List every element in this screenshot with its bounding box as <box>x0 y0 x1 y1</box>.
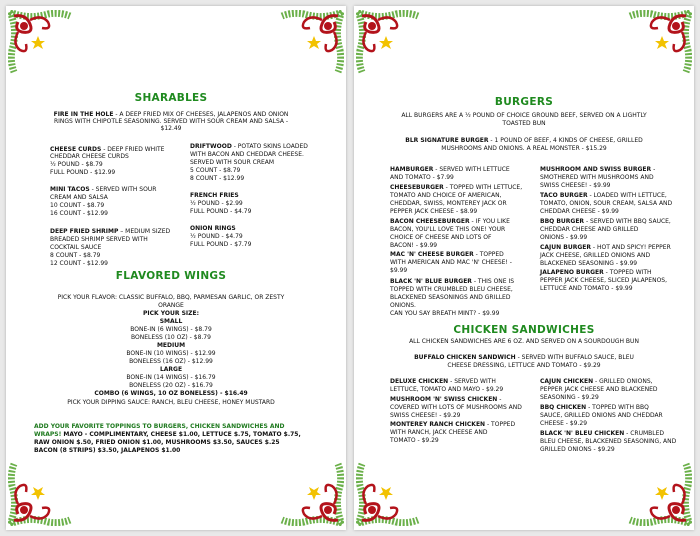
item-desc: CHEDDAR, SWISS, MONTEREY JACK OR <box>390 200 507 207</box>
item-desc: BLACKENED SEASONINGS AND GRILLED <box>390 294 511 301</box>
item-desc: COCKTAIL SAUCE <box>50 244 102 251</box>
item-desc: ONIONS. <box>390 302 416 309</box>
item-price: 8 COUNT - $12.99 <box>190 175 245 182</box>
item-price: 12 COUNT - $12.99 <box>50 260 108 267</box>
burgers-intro: ALL BURGERS ARE A ½ POUND OF CHOICE GROUND BEEF, SERVED ON A LIGHTLY <box>401 112 647 119</box>
item-desc: - SERVED WITH <box>448 378 496 385</box>
chicken-intro: ALL CHICKEN SANDWICHES ARE 6 OZ. AND SERVED ON A SOURDOUGH BUN <box>409 338 639 345</box>
item-onion-rings <box>190 225 236 232</box>
item-desc: CHEESE DRESSING, LETTUCE AND TOMATO - $9.29 <box>447 362 601 369</box>
item-desc: CHEDDAR CHEESE AND GRILLED <box>540 226 639 233</box>
item-price: FULL POUND - $7.79 <box>190 241 252 248</box>
wings-line: BONELESS (20 OZ) - $16.79 <box>129 382 213 389</box>
item-desc: SERVED WITH SOUR CREAM <box>190 159 275 166</box>
item-price: 5 COUNT - $8.79 <box>190 167 241 174</box>
item-price: 16 COUNT - $12.99 <box>50 210 108 217</box>
wings-line: BONE-IN (10 WINGS) - $12.99 <box>126 350 216 357</box>
item-desc: - TOPPED WITH BBQ <box>586 404 649 411</box>
item-desc: TOMATO AND CHOICE OF AMERICAN, <box>390 192 502 199</box>
ornament-icon <box>628 462 692 526</box>
item-french-fries <box>190 192 239 199</box>
item-desc: GRILLED ONIONS - $9.29 <box>540 446 615 453</box>
toppings-line <box>34 431 301 438</box>
item-name: DELUXE CHICKEN <box>390 378 449 385</box>
item-name: MINI TACOS <box>50 186 90 193</box>
item-name: HAMBURGER <box>390 166 434 173</box>
item-desc: - TOPPED <box>485 421 516 428</box>
item-deluxe-chicken <box>390 378 496 385</box>
item-name: BBQ CHICKEN <box>540 404 587 411</box>
item-price: ½ POUND - $4.79 <box>190 233 243 240</box>
menu-page-right <box>354 6 694 530</box>
item-desc: TOMATO, ONION, SOUR CREAM, SALSA AND <box>540 200 673 207</box>
item-desc: - THIS ONE IS <box>471 278 515 285</box>
item-desc: PEPPER JACK CHEESE - $8.99 <box>390 208 478 215</box>
item-desc: WITH BACON AND CHEDDAR CHEESE. <box>190 151 304 158</box>
item-desc: TOPPED WITH CRUMBLED BLEU CHEESE, <box>390 286 513 293</box>
item-price: FULL POUND - $4.79 <box>190 208 252 215</box>
item-name: JALAPENO BURGER <box>540 269 604 276</box>
ornament-icon <box>8 462 72 526</box>
item-name: MAC 'N' CHEESE BURGER <box>390 251 474 258</box>
menu-page-left <box>6 6 346 530</box>
item-name: FIRE IN THE HOLE <box>53 111 114 118</box>
wings-line: SMALL <box>159 318 183 325</box>
wings-line: BONE-IN (6 WINGS) - $8.79 <box>130 326 212 333</box>
item-desc: - HOT AND SPICY! PEPPER <box>590 244 671 251</box>
item-desc: BACON, YOU'LL LOVE THIS ONE! YOUR <box>390 226 506 233</box>
item-black-n-bleu-chicken <box>540 430 664 437</box>
item-desc: - GRILLED ONIONS, <box>593 378 653 385</box>
item-desc: - CRUMBLED <box>624 430 665 437</box>
item-name: BBQ BURGER <box>540 218 585 225</box>
item-bacon-cheeseburger <box>390 218 510 225</box>
item-name: BLACK 'N' BLUE BURGER <box>390 278 472 285</box>
item-desc: - TOPPED WITH <box>603 269 652 276</box>
item-desc: PEPPER JACK CHEESE, SLICED JALAPENOS, <box>540 277 668 284</box>
ornament-icon <box>8 10 72 74</box>
item-name: FRENCH FRIES <box>190 192 239 199</box>
item-cajun-burger <box>540 244 671 251</box>
section-title-burgers: BURGERS <box>494 96 554 108</box>
ornament-icon <box>280 10 344 74</box>
item-name: TACO BURGER <box>540 192 588 199</box>
dipping-sauce-line: PICK YOUR DIPPING SAUCE: RANCH, BLEU CHEESE, HONEY MUSTARD <box>67 399 275 406</box>
section-title-sharables: SHARABLES <box>134 92 208 104</box>
item-desc: - 1 POUND OF BEEF, 4 KINDS OF CHEESE, GRILLED <box>488 137 643 144</box>
wings-line: PICK YOUR FLAVOR: CLASSIC BUFFALO, BBQ, PARMESAN GARLIC, OR ZESTY <box>57 294 285 301</box>
item-desc: SWISS CHEESE! - $9.99 <box>540 182 611 189</box>
item-jalapeno-burger <box>540 269 652 276</box>
wings-line: ORANGE <box>158 302 184 309</box>
item-mac-n-cheese-burger <box>390 251 504 258</box>
item-desc: - DEEP FRIED WHITE <box>101 146 165 153</box>
item-price: $12.49 <box>160 125 182 132</box>
item-desc: BACON! - $9.99 <box>390 242 438 249</box>
item-desc: MUSHROOMS AND ONIONS. A REAL MONSTER - $15.29 <box>441 145 607 152</box>
item-name: CHEESEBURGER <box>390 184 444 191</box>
item-desc: CHEESE - $9.29 <box>540 420 588 427</box>
item-price: ½ POUND - $2.99 <box>190 200 243 207</box>
item-desc: $9.99 <box>390 267 408 274</box>
item-desc: RINGS WITH CHIPOTLE SEASONING. SERVED WITH SOUR CREAM AND SALSA - <box>53 118 289 125</box>
item-desc: CHEDDAR CHEESE - $9.99 <box>540 208 619 215</box>
item-name: CHEESE CURDS <box>50 146 102 153</box>
item-desc: PEPPER JACK CHEESE AND BLACKENED <box>540 386 658 393</box>
item-desc: - POTATO SKINS LOADED <box>231 143 308 150</box>
item-desc: - <box>651 166 656 173</box>
item-bbq-burger <box>540 218 671 225</box>
item-desc: SMOTHERED WITH MUSHROOMS AND <box>540 174 654 181</box>
item-desc: SWISS CHEESE! - $9.29 <box>390 412 461 419</box>
item-deep-fried-shrimp <box>50 228 170 235</box>
item-desc: - SERVED WITH LETTUCE <box>433 166 510 173</box>
item-name: DEEP FRIED SHRIMP <box>50 228 119 235</box>
ornament-icon <box>628 10 692 74</box>
item-desc: JACK CHEESE, GRILLED ONIONS AND <box>540 252 651 259</box>
item-desc: WITH RANCH, JACK CHEESE AND <box>390 429 488 436</box>
item-taco-burger <box>540 192 667 199</box>
toppings-heading: WRAPS! <box>34 431 62 438</box>
item-desc: BREADED SHRIMP SERVED WITH <box>50 236 148 243</box>
item-desc: CHOICE OF CHEESE AND LOTS OF <box>390 234 492 241</box>
item-desc: BLACKENED SEASONING - $9.99 <box>540 260 638 267</box>
toppings-line: RAW ONION $.50, FRIED ONION $1.00, MUSHROOMS $3.50, SAUCES $.25 <box>34 439 280 446</box>
item-desc: - A DEEP FRIED MIX OF CHEESES, JALAPENOS AND ONION <box>113 111 289 118</box>
item-name: BLACK 'N' BLEU CHICKEN <box>540 430 625 437</box>
item-name: MONTEREY RANCH CHICKEN <box>390 421 486 428</box>
item-desc: - TOPPED <box>473 251 504 258</box>
item-name: BACON CHEESEBURGER <box>390 218 470 225</box>
item-name: CAJUN CHICKEN <box>540 378 594 385</box>
ornament-icon <box>356 10 420 74</box>
item-desc: - SERVED WITH SOUR <box>89 186 157 193</box>
item-desc: – MEDIUM SIZED <box>118 228 171 235</box>
item-desc: - TOPPED WITH LETTUCE, <box>443 184 523 191</box>
wings-line: MEDIUM <box>156 342 186 349</box>
item-desc: - SERVED WITH BUFFALO SAUCE, BLEU <box>515 354 634 361</box>
ornament-icon <box>356 462 420 526</box>
wings-line: PICK YOUR SIZE: <box>143 310 199 317</box>
wings-line: BONE-IN (14 WINGS) - $16.79 <box>126 374 216 381</box>
item-monterey-ranch-chicken <box>390 421 515 428</box>
item-buffalo-chicken-sandwich <box>354 354 694 361</box>
item-desc: - <box>497 396 502 403</box>
toppings-line: BACON (8 STRIPS) $3.50, JALAPENOS $1.00 <box>34 447 181 454</box>
item-cheeseburger <box>390 184 522 191</box>
item-desc: - IF YOU LIKE <box>469 218 510 225</box>
item-desc: WITH AMERICAN AND MAC 'N' CHEESE! - <box>390 259 512 266</box>
toppings-heading: ADD YOUR FAVORITE TOPPINGS TO BURGERS, CHICKEN SANDWICHES AND <box>34 423 285 430</box>
item-desc: TOMATO - $9.29 <box>390 437 439 444</box>
item-price: ½ POUND - $8.79 <box>50 161 103 168</box>
ornament-icon <box>280 462 344 526</box>
wings-line: LARGE <box>159 366 183 373</box>
item-desc: - SERVED WITH BBQ SAUCE, <box>584 218 671 225</box>
item-desc: LETTUCE AND TOMATO - $9.99 <box>540 285 633 292</box>
item-price: 8 COUNT - $8.79 <box>50 252 101 259</box>
item-desc: SEASONING - $9.29 <box>540 394 599 401</box>
item-name: DRIFTWOOD <box>190 143 232 150</box>
item-price: 10 COUNT - $8.79 <box>50 202 105 209</box>
section-title-wings: FLAVORED WINGS <box>115 270 227 282</box>
item-desc: SAUCE, GRILLED ONIONS AND CHEDDAR <box>540 412 663 419</box>
item-name: BUFFALO CHICKEN SANDWICH <box>414 354 516 361</box>
wings-line: COMBO (6 WINGS, 10 OZ BONELESS) - $16.49 <box>94 390 248 397</box>
item-desc: LETTUCE, TOMATO AND MAYO - $9.29 <box>390 386 504 393</box>
item-driftwood <box>190 143 308 150</box>
wings-line: BONELESS (10 OZ) - $8.79 <box>131 334 211 341</box>
item-name: MUSHROOM 'N' SWISS CHICKEN <box>390 396 498 403</box>
item-hamburger <box>390 166 510 173</box>
section-title-chicken: CHICKEN SANDWICHES <box>453 324 595 336</box>
item-blr-signature-burger <box>354 137 694 144</box>
item-desc: CHEDDAR CHEESE CURDS <box>50 153 129 160</box>
item-name: ONION RINGS <box>190 225 236 232</box>
wings-line: BONELESS (16 OZ) - $12.99 <box>129 358 213 365</box>
item-mushroom-swiss-chicken <box>390 396 501 403</box>
item-price: FULL POUND - $12.99 <box>50 169 116 176</box>
item-desc: - LOADED WITH LETTUCE, <box>587 192 667 199</box>
item-mini-tacos <box>50 186 156 193</box>
item-desc: CREAM AND SALSA <box>50 194 108 201</box>
item-name: MUSHROOM AND SWISS BURGER <box>540 166 652 173</box>
item-name: CAJUN BURGER <box>540 244 591 251</box>
item-desc: COVERED WITH LOTS OF MUSHROOMS AND <box>390 404 522 411</box>
item-name: BLR SIGNATURE BURGER <box>405 137 489 144</box>
item-mushroom-swiss-burger <box>540 166 655 173</box>
burgers-intro: TOASTED BUN <box>502 120 546 127</box>
item-desc: AND TOMATO - $7.99 <box>390 174 454 181</box>
item-desc: CAN YOU SAY BREATH MINT? - $9.99 <box>390 310 500 317</box>
item-desc: ONIONS - $9.99 <box>540 234 588 241</box>
item-black-n-blue-burger <box>390 278 514 285</box>
item-cajun-chicken <box>540 378 653 385</box>
item-bbq-chicken <box>540 404 649 411</box>
toppings-text: MAYO - COMPLIMENTARY, CHEESE $1.00, LETTUCE $.75, TOMATO $.75, <box>61 431 301 438</box>
item-desc: BLEU CHEESE, BLACKENED SEASONING, AND <box>540 438 677 445</box>
